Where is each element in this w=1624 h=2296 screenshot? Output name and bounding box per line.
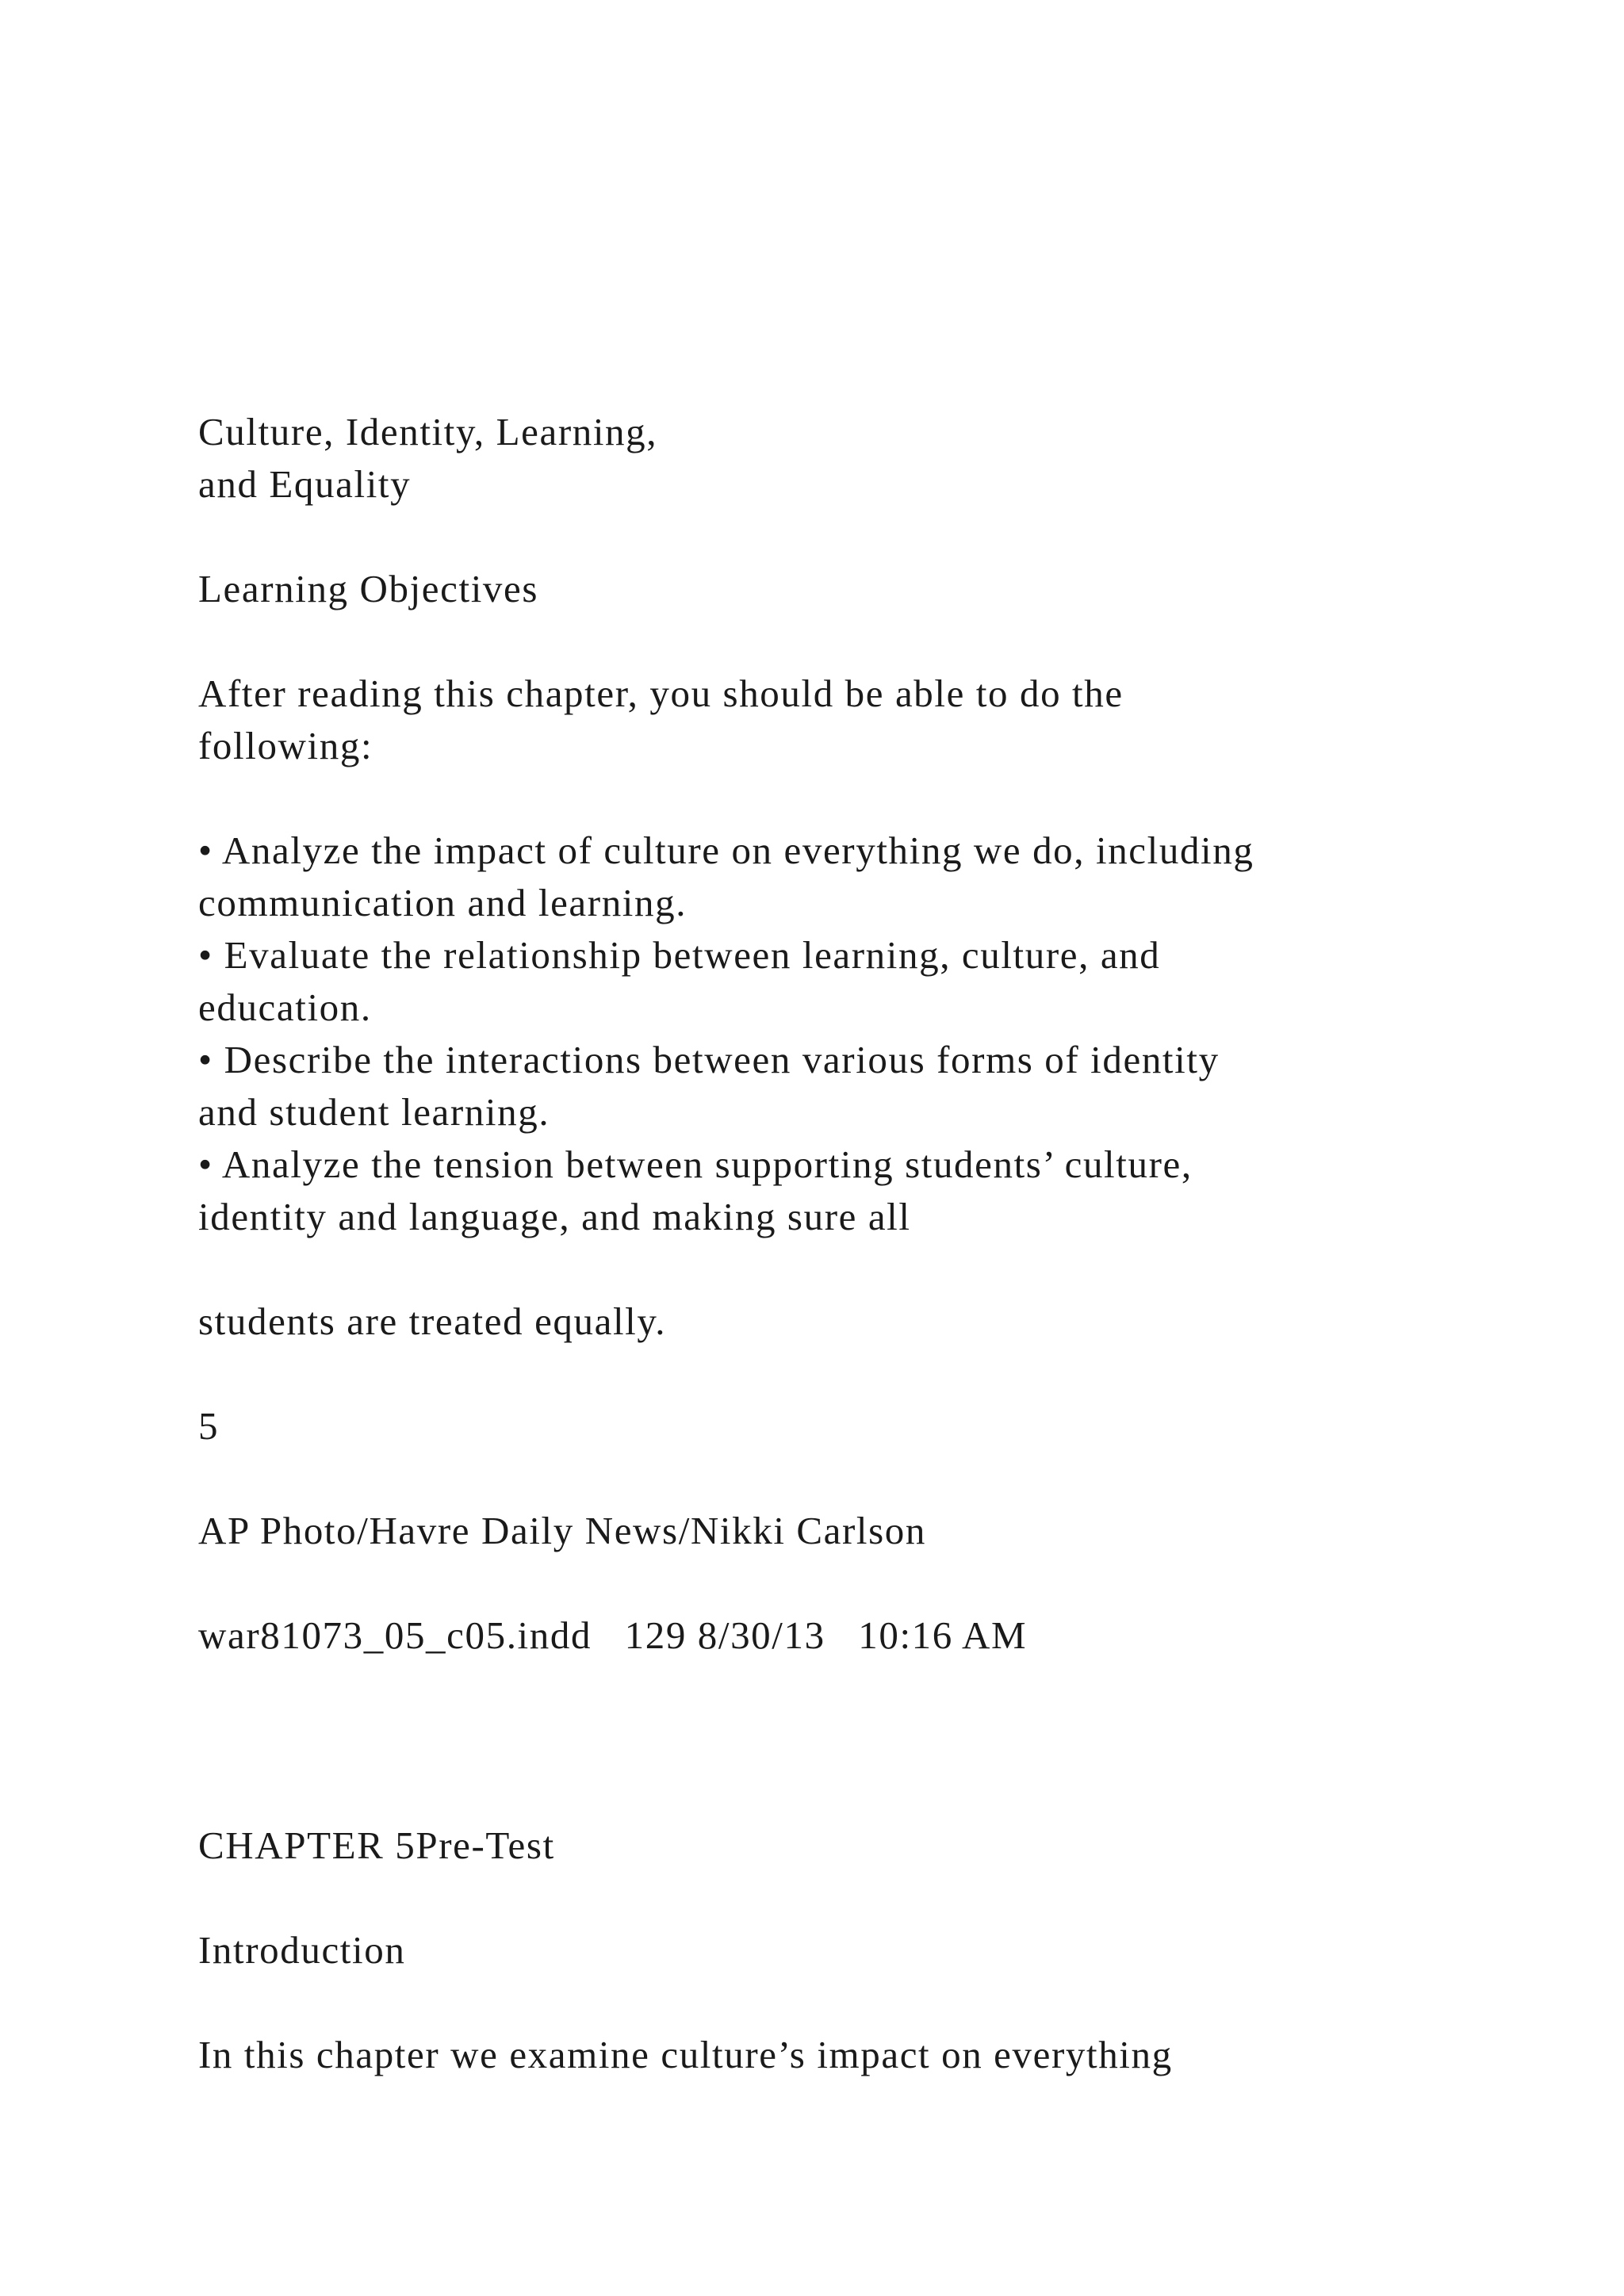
objective-1-line-1: • Analyze the impact of culture on everything we do, including [198, 828, 1254, 872]
objective-4-line-1: • Analyze the tension between supporting students’ culture, [198, 1142, 1193, 1186]
objective-3-line-1: • Describe the interactions between various forms of identity [198, 1038, 1220, 1081]
body-text-line-1: In this chapter we examine culture’s impact on everything [198, 2033, 1173, 2076]
chapter-heading: CHAPTER 5Pre-Test [198, 1823, 555, 1867]
objective-continuation: students are treated equally. [198, 1299, 667, 1343]
objective-3-line-2: and student learning. [198, 1090, 550, 1134]
objective-2-line-1: • Evaluate the relationship between learning, culture, and [198, 933, 1161, 977]
chapter-title-line-2: and Equality [198, 462, 412, 506]
chapter-number: 5 [198, 1404, 220, 1448]
introduction-heading: Introduction [198, 1928, 406, 1972]
objectives-intro-line-2: following: [198, 724, 373, 767]
objective-2-line-2: education. [198, 985, 372, 1029]
chapter-title-line-1: Culture, Identity, Learning, [198, 410, 658, 453]
objectives-heading: Learning Objectives [198, 567, 539, 610]
objective-4-line-2: identity and language, and making sure all [198, 1195, 911, 1238]
photo-credit: AP Photo/Havre Daily News/Nikki Carlson [198, 1509, 927, 1552]
objective-1-line-2: communication and learning. [198, 881, 688, 924]
file-slug: war81073_05_c05.indd 129 8/30/13 10:16 AM [198, 1613, 1028, 1657]
objectives-intro-line-1: After reading this chapter, you should be able to do the [198, 672, 1124, 715]
